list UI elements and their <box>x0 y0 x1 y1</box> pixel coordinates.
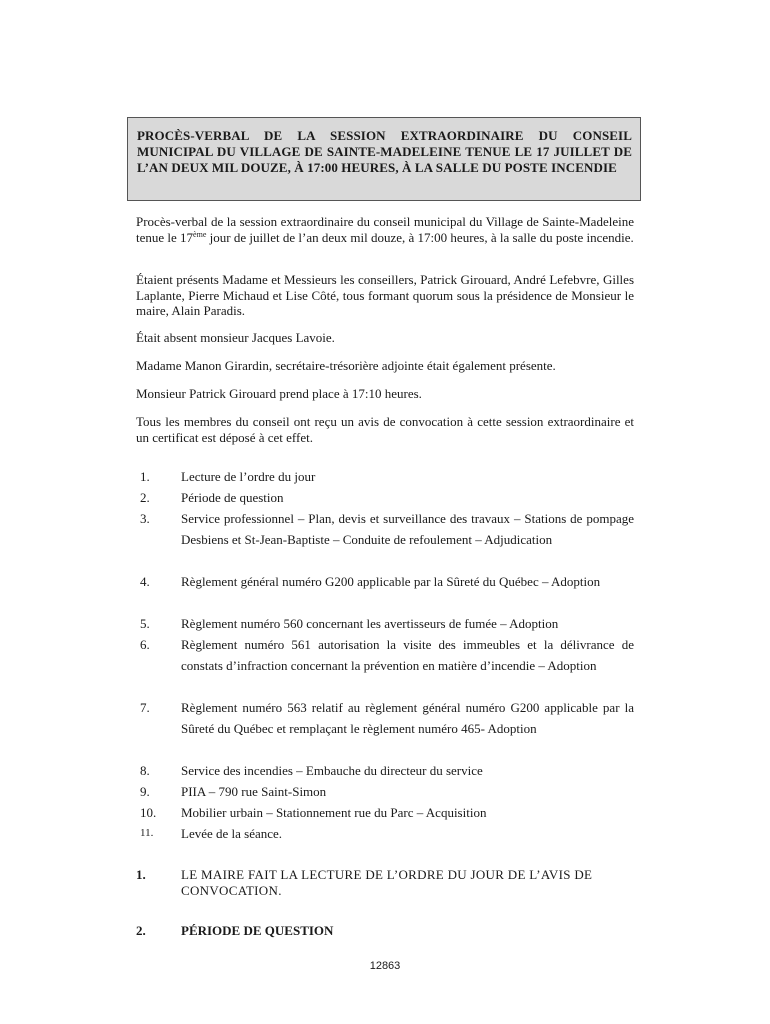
agenda-number: 6. <box>140 637 150 652</box>
section-heading: PÉRIODE DE QUESTION <box>181 923 334 938</box>
agenda-text: Période de question <box>181 490 284 505</box>
agenda-number: 1. <box>140 469 150 484</box>
ordinal-superscript: ème <box>193 229 207 239</box>
intro-text-continued: jour de juillet de l’an deux mil douze, à 17:00 heures, à la salle du poste incendie. <box>206 229 634 245</box>
absence-paragraph: Était absent monsieur Jacques Lavoie. <box>136 330 335 345</box>
convocation-paragraph: Tous les membres du conseil ont reçu un avis de convocation à cette session extraordinaire et un certificat est déposé à cet effet. <box>136 414 634 445</box>
document-title: PROCÈS-VERBAL DE LA SESSION EXTRAORDINAIRE DU CONSEIL MUNICIPAL DU VILLAGE DE SAINTE-MADELEINE TENUE LE 17 JUILLET DE L’AN DEUX MIL DOUZE, À 17:00 HEURES, À LA SALLE DU POSTE INCENDIE <box>137 128 632 175</box>
intro-paragraph-1 <box>136 214 634 245</box>
agenda-text: PIIA – 790 rue Saint-Simon <box>181 784 327 799</box>
section-heading: LE MAIRE FAIT LA LECTURE DE L’ORDRE DU JOUR DE L’AVIS DE CONVOCATION. <box>181 867 593 898</box>
agenda-number: 11. <box>140 827 154 839</box>
page-number: 12863 <box>369 960 401 972</box>
agenda-number: 5. <box>140 616 150 631</box>
agenda-text: Règlement général numéro G200 applicable par la Sûreté du Québec – Adoption <box>181 574 601 589</box>
agenda-text: Règlement numéro 561 autorisation la visite des immeubles et la délivrance de constats d’infraction concernant la prévention en matière d’incendie – Adoption <box>181 637 634 673</box>
agenda-text: Mobilier urbain – Stationnement rue du Parc – Acquisition <box>181 805 487 820</box>
agenda-number: 9. <box>140 784 150 799</box>
attendance-paragraph: Étaient présents Madame et Messieurs les conseillers, Patrick Girouard, André Lefebvre, Gilles Laplante, Pierre Michaud et Lise Côté, tous formant quorum sous la présidence de Monsieur le maire, Alain Paradis. <box>136 272 634 318</box>
section-number: 1. <box>136 867 146 882</box>
agenda-text: Lecture de l’ordre du jour <box>181 469 316 484</box>
agenda-text: Levée de la séance. <box>181 826 283 841</box>
agenda-number: 4. <box>140 574 150 589</box>
agenda-number: 7. <box>140 700 150 715</box>
secretary-paragraph: Madame Manon Girardin, secrétaire-trésorière adjointe était également présente. <box>136 358 556 373</box>
agenda-number: 3. <box>140 511 150 526</box>
agenda-number: 8. <box>140 763 150 778</box>
agenda-text: Règlement numéro 560 concernant les avertisseurs de fumée – Adoption <box>181 616 559 631</box>
agenda-text: Service professionnel – Plan, devis et surveillance des travaux – Stations de pompage Desbiens et St-Jean-Baptiste – Conduite de refoulement – Adjudication <box>181 511 634 547</box>
agenda-text: Règlement numéro 563 relatif au règlement général numéro G200 applicable par la Sûreté du Québec et remplaçant le règlement numéro 465- Adoption <box>181 700 634 736</box>
section-number: 2. <box>136 923 146 938</box>
intro-text: Procès-verbal de la session extraordinaire du conseil municipal du Village de Sainte-Madeleine tenue le 17 <box>136 214 634 245</box>
agenda-number: 2. <box>140 490 150 505</box>
agenda-number: 10. <box>140 805 157 820</box>
title-box <box>127 117 641 201</box>
arrival-paragraph: Monsieur Patrick Girouard prend place à 17:10 heures. <box>136 386 422 401</box>
agenda-text: Service des incendies – Embauche du directeur du service <box>181 763 483 778</box>
